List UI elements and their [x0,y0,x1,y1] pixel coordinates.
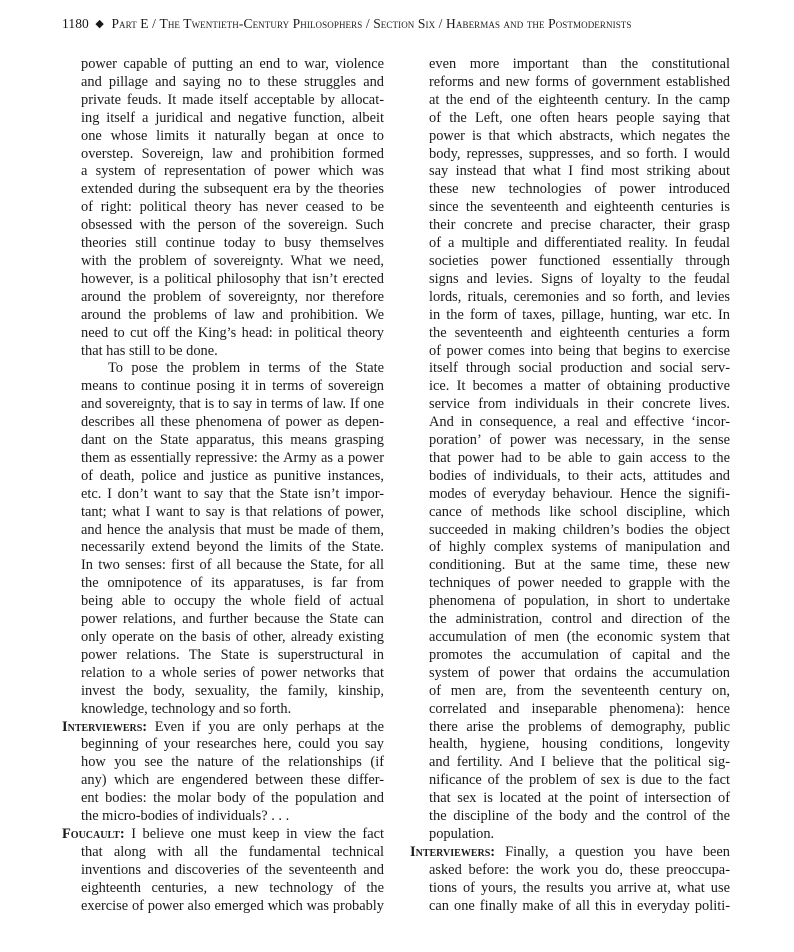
text-line [62,253,384,271]
line-text: reforms and new forms of government established [429,73,730,90]
page-number: 1180 [62,16,89,31]
text-line [410,414,730,432]
text-line [62,504,384,522]
line-text: bodies of individuals, to their acts, attitudes and [429,467,730,484]
line-text: how you see the nature of the relationships (if [81,754,384,771]
text-line [410,450,730,468]
line-text: that along with all the fundamental technical [81,843,384,860]
text-line [62,683,384,701]
text-line [410,522,730,540]
line-text: around the problem of sovereignty, nor therefore [81,288,384,305]
line-text: a system of representation of power which was [81,163,384,180]
text-line [62,432,384,450]
line-text: service from individuals in their concrete lives. [429,396,730,413]
text-line [62,486,384,504]
text-line [410,808,730,826]
line-text: even more important than the constitutional [429,56,730,72]
line-text: the omnipotence of its apparatuses, is far from [81,575,384,592]
text-line [62,110,384,128]
speaker-label: Foucault: [62,825,125,842]
text-line [62,808,384,826]
section-title: Habermas and the Postmodernists [446,16,632,31]
text-line [410,611,730,629]
line-text: etc. I don’t want to say that the State isn’t impor- [81,485,384,502]
text-line [62,92,384,110]
line-text: correlated and inseparable phenomena): hence [429,700,730,717]
line-text: societies power functioned essentially through [429,252,730,269]
line-text: say instead that what I find most striking about [429,163,730,180]
line-text: power relations. The State is superstructural in [81,646,384,663]
text-line [410,343,730,361]
line-text: that has still to be done. [81,342,218,359]
line-text: and hence the analysis that must be made of them, [81,521,384,538]
right-text-column [410,56,730,916]
line-text: cance of methods like school discipline, which [429,503,730,520]
line-text: ice. It becomes a matter of obtaining productive [429,378,730,395]
text-line [62,325,384,343]
line-text: of a multiple and differentiated reality. In feudal [429,235,730,252]
line-text: obsessed with the person of the sovereign. Such [81,217,384,234]
line-text: power capable of putting an end to war, violence [81,56,384,72]
text-line [62,647,384,665]
text-line [62,862,384,880]
running-head [62,16,742,32]
text-line [62,468,384,486]
text-line [410,396,730,414]
line-text: modes of everyday behaviour. Hence the signifi- [429,485,730,502]
line-text: in the form of taxes, pillage, hunting, war etc. In [429,306,730,323]
text-line [62,593,384,611]
text-line [410,253,730,271]
text-line [410,736,730,754]
text-line [62,522,384,540]
text-line [410,683,730,701]
line-text: system of power that ordains the accumulation [429,664,730,681]
line-text: that sex is located at the point of intersection of [429,790,730,807]
line-text: with the problem of sovereignty. What we need, [81,252,384,269]
text-line [410,271,730,289]
line-text: power is that which abstracts, which negates the [429,127,730,144]
line-text: theories still continue today to busy themselves [81,235,384,252]
text-line [410,701,730,719]
line-text: In two senses: first of all because the State, for all [81,557,384,574]
text-line [410,754,730,772]
text-line [62,772,384,790]
text-line [410,289,730,307]
line-text: of highly complex systems of manipulation and [429,539,730,556]
text-line [62,343,384,361]
section-label: Section Six [373,16,436,31]
text-line [410,665,730,683]
text-line [62,665,384,683]
line-text: however, is a political philosophy that isn’t erected [81,270,384,287]
part-title: The Twentieth-Century Philosophers [159,16,363,31]
text-line [62,199,384,217]
line-text: of power comes into being that begins to exercise [429,342,730,359]
line-text: of the Left, one often hears people saying that [429,109,730,126]
text-line [410,235,730,253]
text-line [410,486,730,504]
line-text: And in consequence, a real and effective ‘incor- [429,414,730,431]
line-text: the discipline of the body and the control of the [429,808,730,825]
text-line [410,360,730,378]
line-text: there arise the problems of demography, public [429,718,730,735]
text-line [410,92,730,110]
line-text: ent bodies: the molar body of the population and [81,790,384,807]
text-line [62,235,384,253]
text-line [62,557,384,575]
text-line [410,217,730,235]
text-line [410,557,730,575]
line-text: tant; what I want to say is that relations of power, [81,503,384,520]
text-line [62,271,384,289]
line-text: asked before: the work you do, these preoccupa- [429,861,730,878]
line-text: of right: political theory has never ceased to be [81,199,384,216]
part-label: Part E [111,16,149,31]
text-line [62,736,384,754]
line-text: means to continue posing it in terms of sovereign [81,378,384,395]
diamond-bullet-icon: ◆ [95,18,104,30]
line-text: describes all these phenomena of power as depen- [81,414,384,431]
line-text: phenomena of population, in short to undertake [429,593,730,610]
line-text: population. [429,825,495,842]
text-line [410,468,730,486]
line-text: eighteenth centuries, a new technology of the [81,879,384,896]
line-text: invest the body, sexuality, the family, kinship, [81,682,384,699]
speaker-label: Interviewers: [410,843,496,860]
line-text: the seventeenth and eighteenth centuries a form [429,324,730,341]
text-line [410,790,730,808]
text-line [62,754,384,772]
line-text: itself through social production and social serv- [429,360,730,377]
left-text-column [62,56,384,916]
text-line [62,450,384,468]
line-text: signs and levies. Signs of loyalty to the feudal [429,270,730,287]
text-line [62,307,384,325]
text-line [410,539,730,557]
text-line [62,289,384,307]
text-line [62,56,384,74]
text-line [410,719,730,737]
text-line [410,432,730,450]
text-line [410,325,730,343]
text-line [410,880,730,898]
line-text: can one finally make of all this in everyday politi- [429,897,730,914]
text-line [62,539,384,557]
line-text: and pillage and saying no to these struggles and [81,73,384,90]
text-line [62,880,384,898]
line-text: Finally, a question you have been [495,843,730,860]
text-line [410,110,730,128]
line-text: conditioning. But at the same time, these new [429,557,730,574]
text-line [62,611,384,629]
line-text: techniques of power needed to grapple with the [429,575,730,592]
text-line [410,826,730,844]
line-text: Even if you are only perhaps at the [147,718,384,735]
text-line [62,163,384,181]
line-text: health, hygiene, housing conditions, longevity [429,736,730,753]
text-line [410,844,730,862]
line-text: and fertility. And I believe that the political sig- [429,754,730,771]
text-line [410,181,730,199]
text-line [62,575,384,593]
text-line [410,307,730,325]
text-line [410,199,730,217]
line-text: nificance of the problem of sex is due to the fact [429,772,730,789]
line-text: them as essentially repressive: the Army as a power [81,449,384,466]
text-line [410,647,730,665]
text-line [62,414,384,432]
text-line [410,898,730,916]
line-text: succeeded in making children’s bodies the object [429,521,730,538]
header-separator: / [152,16,156,31]
line-text: dant on the State apparatus, this means grasping [81,432,384,449]
text-line [62,217,384,235]
text-line [62,74,384,92]
text-line [410,629,730,647]
speaker-label: Interviewers: [62,718,148,735]
line-text: beginning of your researches here, could you say [81,736,384,753]
text-line [410,163,730,181]
line-text: that power had to be able to gain access to the [429,449,730,466]
text-line [62,701,384,719]
line-text: any) which are engendered between these differ- [81,772,384,789]
line-text: power relations, and further because the State can [81,611,384,628]
text-line [410,74,730,92]
line-text: necessarily extend beyond the limits of the State. [81,539,384,556]
text-line [62,128,384,146]
text-line [410,56,730,74]
line-text: poration’ of power was necessary, in the sense [429,432,730,449]
line-text: of death, police and justice as punitive instances, [81,467,384,484]
header-separator: / [438,16,443,31]
line-text: one whose limits it naturally began at once to [81,127,384,144]
line-text: lords, rituals, ceremonies and so forth, and levies [429,288,730,305]
line-text: their concrete and precise character, their grasp [429,217,730,234]
line-text: since the seventeenth and eighteenth centuries is [429,199,730,216]
text-line [62,396,384,414]
text-line [62,790,384,808]
line-text: the administration, control and direction of the [429,611,730,628]
line-text: body, represses, suppresses, and so forth. I would [429,145,730,162]
line-text: of men are, from the seventeenth century on, [429,682,730,699]
line-text: exercise of power also emerged which was probably [81,897,384,914]
line-text: private feuds. It made itself acceptable by allocat- [81,91,384,108]
text-line [62,629,384,647]
line-text: tions of yours, the results you arrive at, what use [429,879,730,896]
text-line [62,844,384,862]
line-text: and sovereignty, that is to say in terms of law. If one [81,396,384,413]
text-line [410,772,730,790]
line-text: need to cut off the King’s head: in political theory [81,324,384,341]
text-line [410,593,730,611]
line-text: overstep. Sovereign, law and prohibition formed [81,145,384,162]
line-text: relation to a whole series of power networks that [81,664,384,681]
line-text: knowledge, technology and so forth. [81,700,292,717]
line-text: accumulation of men (the economic system that [429,629,730,645]
line-text: being able to occupy the whole field of actual [81,593,384,610]
text-line [410,146,730,164]
line-text: promotes the accumulation of capital and the [429,646,730,663]
text-line [62,826,384,844]
line-text: To pose the problem in terms of the State [108,360,384,377]
line-text: these new technologies of power introduced [429,181,730,198]
text-line [410,378,730,396]
line-text: extended during the subsequent era by the theories [81,181,384,198]
line-text: I believe one must keep in view the fact [124,825,384,842]
line-text: at the end of the eighteenth century. In the camp [429,91,730,108]
text-line [410,128,730,146]
text-line [62,181,384,199]
line-text: the micro-bodies of individuals? . . . [81,808,290,825]
header-separator: / [365,16,370,31]
text-line [62,898,384,916]
text-line [62,360,384,378]
text-line [410,575,730,593]
text-line [62,378,384,396]
text-line [62,146,384,164]
text-line [410,862,730,880]
text-line [410,504,730,522]
line-text: only operate on the basis of other, already existing [81,629,384,645]
line-text: around the problems of law and prohibition. We [81,306,384,323]
text-line [62,719,384,737]
line-text: inventions and discoveries of the seventeenth and [81,861,384,878]
line-text: ing itself a juridical and negative function, albeit [81,109,384,126]
